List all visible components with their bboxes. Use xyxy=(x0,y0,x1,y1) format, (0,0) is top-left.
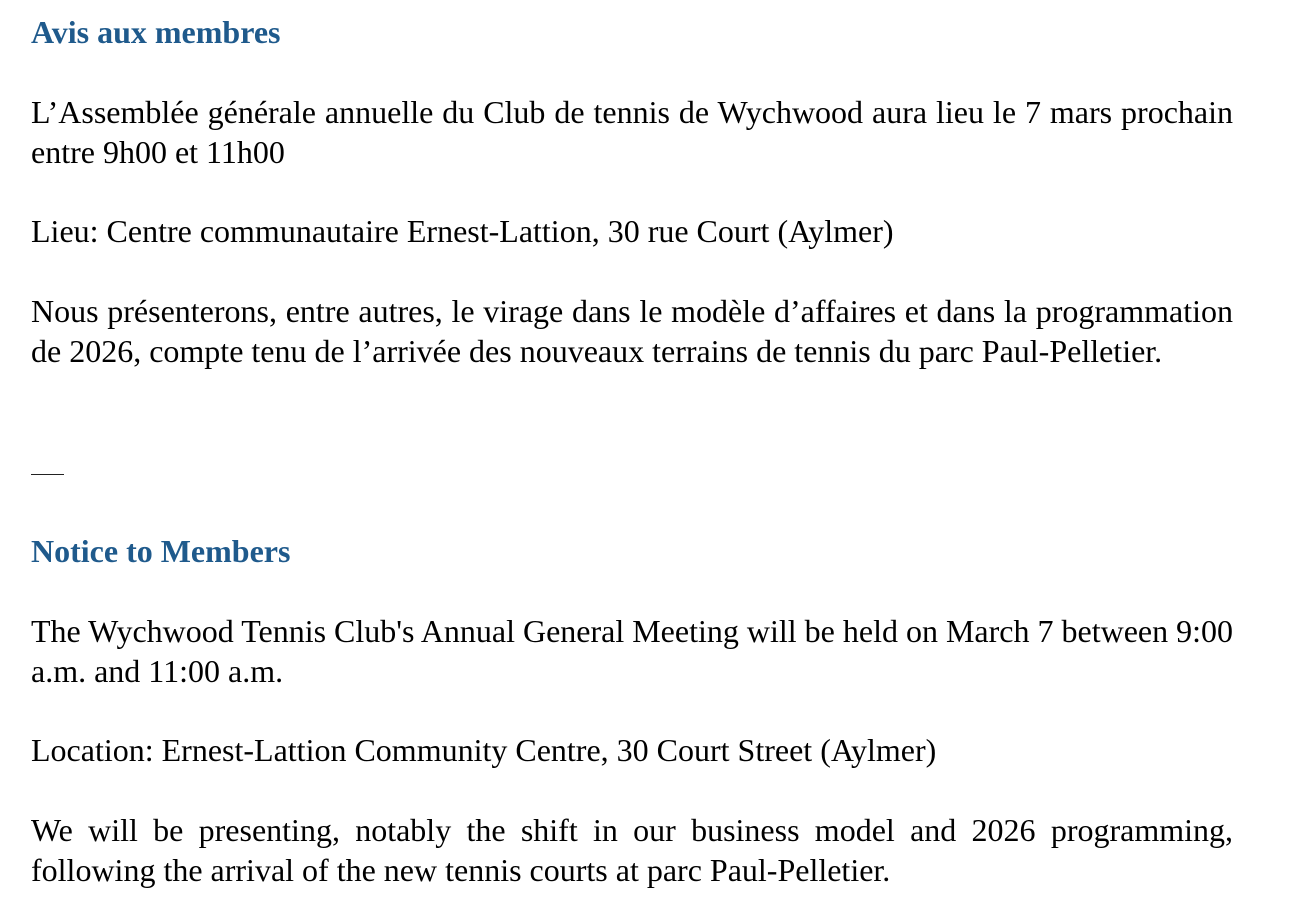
english-paragraph-agenda: We will be presenting, notably the shift in our business model and 2026 programming, following the arrival of the new tennis courts at parc Paul-Pelletier. xyxy=(31,812,1233,888)
french-paragraph-meeting: L’Assemblée générale annuelle du Club de tennis de Wychwood aura lieu le 7 mars prochain entre 9h00 et 11h00 xyxy=(31,94,1233,170)
english-paragraph-location: Location: Ernest-Lattion Community Centre, 30 Court Street (Aylmer) xyxy=(31,732,937,768)
english-paragraph-meeting: The Wychwood Tennis Club's Annual General Meeting will be held on March 7 between 9:00 a.m. and 11:00 a.m. xyxy=(31,613,1233,689)
french-heading: Avis aux membres xyxy=(31,14,281,50)
english-heading: Notice to Members xyxy=(31,533,291,569)
french-paragraph-agenda: Nous présenterons, entre autres, le virage dans le modèle d’affaires et dans la programmation de 2026, compte tenu de l’arrivée des nouveaux terrains de tennis du parc Paul-Pelletier. xyxy=(31,293,1233,369)
french-paragraph-location: Lieu: Centre communautaire Ernest-Lattion, 30 rue Court (Aylmer) xyxy=(31,213,894,249)
section-divider xyxy=(31,474,64,475)
